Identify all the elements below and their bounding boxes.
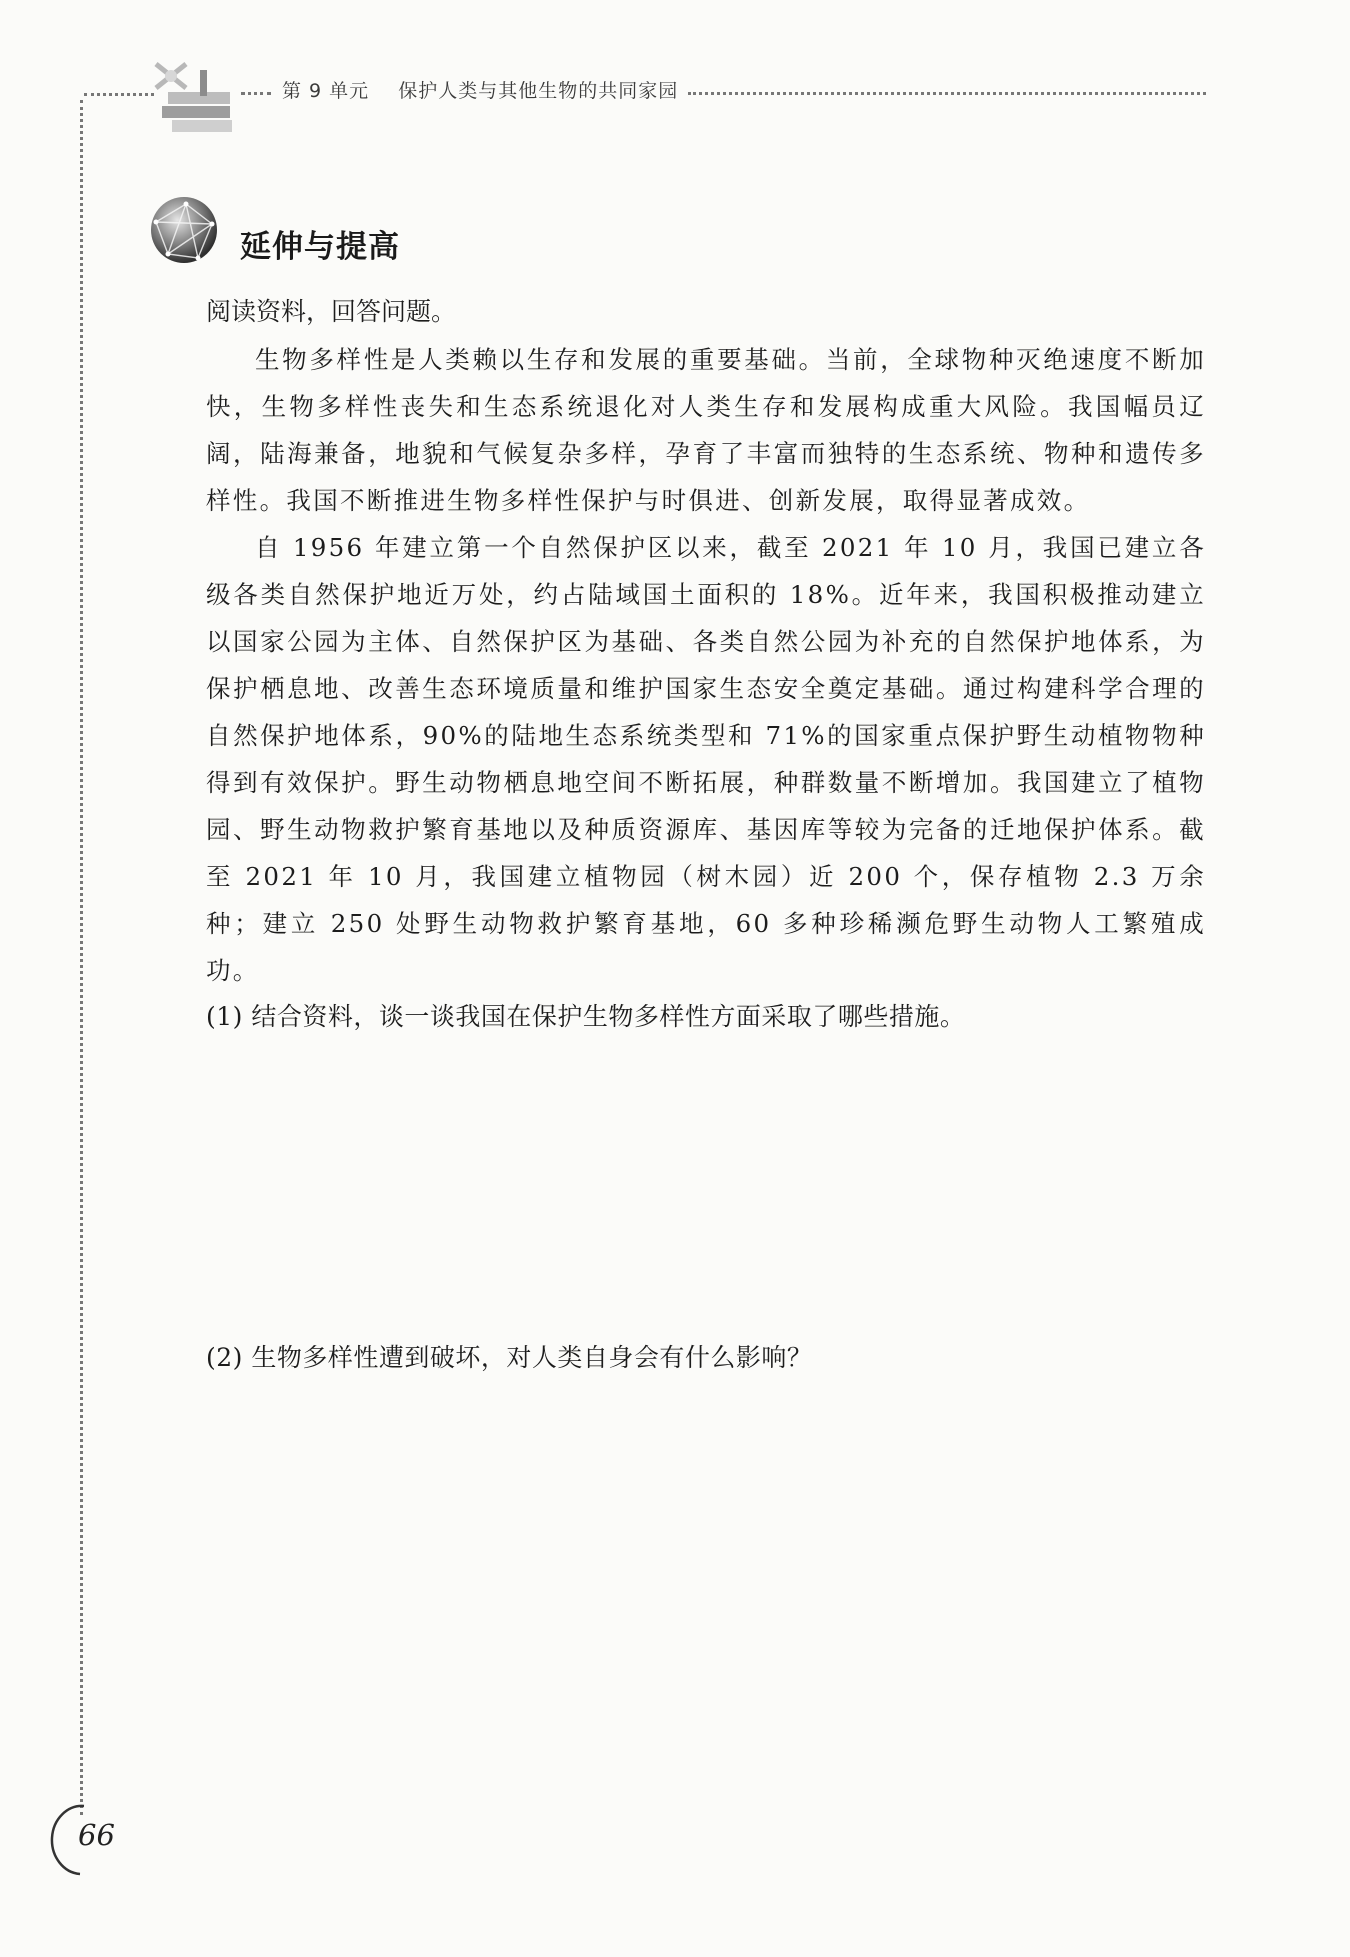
question-1: (1) 结合资料，谈一谈我国在保护生物多样性方面采取了哪些措施。 bbox=[206, 1002, 966, 1031]
running-header bbox=[282, 76, 678, 103]
instruction-text: 阅读资料，回答问题。 bbox=[206, 297, 457, 326]
globe-icon bbox=[146, 192, 226, 272]
header-rule bbox=[688, 92, 1206, 95]
margin-rule bbox=[80, 100, 83, 1815]
reading-material bbox=[206, 292, 1206, 1038]
question-2: (2) 生物多样性遭到破坏，对人类自身会有什么影响？ bbox=[206, 1343, 813, 1372]
section-title: 延伸与提高 bbox=[240, 229, 400, 265]
unit-title: 保护人类与其他生物的共同家园 bbox=[398, 80, 679, 102]
paragraph: 生物多样性是人类赖以生存和发展的重要基础。当前，全球物种灭绝速度不断加快，生物多样性丧失和生态系统退化对人类生存和发展构成重大风险。我国幅员辽阔，陆海兼备，地貌和气候复杂多样，孕育了丰富而独特的生态系统、物种和遗传多样性。我国不断推进生物多样性保护与时俱进、创新发展，取得显著成效。 bbox=[206, 345, 1206, 515]
paragraph: 自 1956 年建立第一个自然保护区以来，截至 2021 年 10 月，我国已建立各级各类自然保护地近万处，约占陆域国土面积的 18%。近年来，我国积极推动建立以国家公园为主体、自然保护区为基础、各类自然公园为补充的自然保护地体系，为保护栖息地、改善生态环境质量和维护国家生态安全奠定基础。通过构建科学合理的自然保护地体系，90%的陆地生态系统类型和 71%的国家重点保护野生动植物物种得到有效保护。野生动物栖息地空间不断拓展，种群数量不断增加。我国建立了植物园、野生动物救护繁育基地以及种质资源库、基因库等较为完备的迁地保护体系。截至 2021 年 10 月，我国建立植物园（树木园）近 200 个，保存植物 2.3 万余种；建立 250 处野生动物救护繁育基地，60 多种珍稀濒危野生动物人工繁殖成功。 bbox=[206, 533, 1206, 985]
books-decoration-icon bbox=[138, 50, 248, 140]
unit-label: 第 9 单元 bbox=[282, 80, 370, 102]
page-number: 66 bbox=[78, 1818, 115, 1852]
header-rule bbox=[241, 92, 271, 95]
